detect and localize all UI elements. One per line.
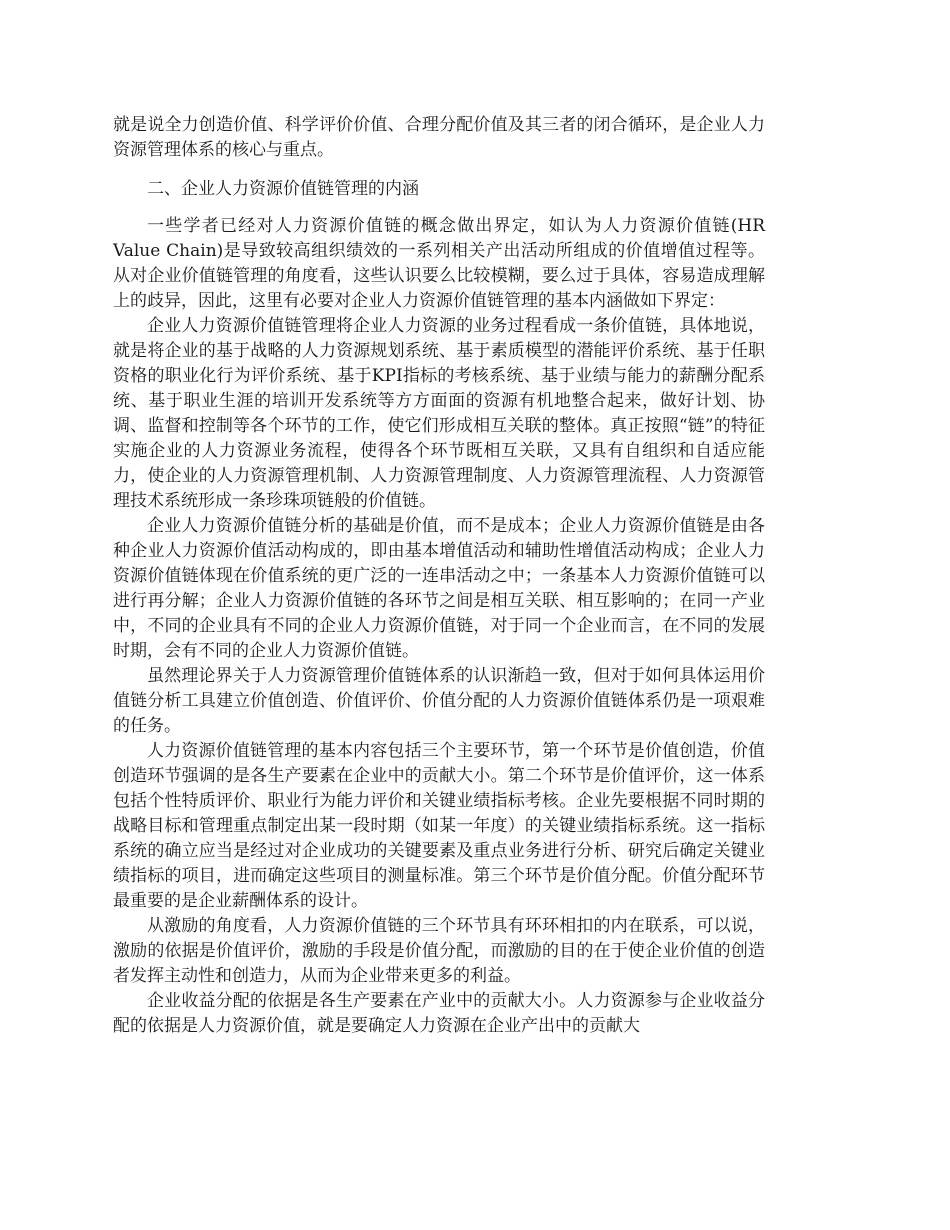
paragraph-income-distribution: 企业收益分配的依据是各生产要素在产业中的贡献大小。人力资源参与企业收益分配的依据是人力资源价值，就是要确定人力资源在企业产出中的贡献大: [113, 991, 765, 1036]
paragraph-value-chain-analysis: 企业人力资源价值链分析的基础是价值，而不是成本；企业人力资源价值链是由各种企业人力资源价值活动构成的，即由基本增值活动和辅助性增值活动构成；企业人力资源价值链体现在价值系统的更广泛的一连串活动之中；一条基本人力资源价值链可以进行再分解；企业人力资源价值链的各环节之间是相互关联、相互影响的；在同一产业中，不同的企业具有不同的企业人力资源价值链，对于同一个企业而言，在不同的发展时期，会有不同的企业人力资源价值链。: [113, 516, 765, 661]
paragraph-value-chain-management: 企业人力资源价值链管理将企业人力资源的业务过程看成一条价值链，具体地说，就是将企业的基于战略的人力资源规划系统、基于素质模型的潜能评价系统、基于任职资格的职业化行为评价系统、基于KPI指标的考核系统、基于业绩与能力的薪酬分配系统、基于职业生涯的培训开发系统等方方面面的资源有机地整合起来，做好计划、协调、监督和控制等各个环节的工作，使它们形成相互关联的整体。真正按照“链”的特征实施企业的人力资源业务流程，使得各个环节既相互关联，又具有自组织和自适应能力，使企业的人力资源管理机制、人力资源管理制度、人力资源管理流程、人力资源管理技术系统形成一条珍珠项链般的价值链。: [113, 316, 765, 511]
paragraph-intro-continuation: 就是说全力创造价值、科学评价价值、合理分配价值及其三者的闭合循环，是企业人力资源管理体系的核心与重点。: [113, 115, 765, 160]
paragraph-incentive: 从激励的角度看，人力资源价值链的三个环节具有环环相扣的内在联系，可以说，激励的依据是价值评价，激励的手段是价值分配，而激励的目的在于使企业价值的创造者发挥主动性和创造力，从而为企业带来更多的利益。: [113, 916, 765, 986]
section-heading: 二、企业人力资源价值链管理的内涵: [147, 179, 419, 199]
paragraph-theory-consensus: 虽然理论界关于人力资源管理价值链体系的认识渐趋一致，但对于如何具体运用价值链分析工具建立价值创造、价值评价、价值分配的人力资源价值链体系仍是一项艰难的任务。: [113, 666, 765, 736]
document-page: [113, 113, 765, 1039]
paragraph-definition: 一些学者已经对人力资源价值链的概念做出界定，如认为人力资源价值链(HR Value Chain)是导致较高组织绩效的一系列相关产出活动所组成的价值增值过程等。从对企业价值链管理的角度看，这些认识要么比较模糊，要么过于具体，容易造成理解上的歧异，因此，这里有必要对企业人力资源价值链管理的基本内涵做如下界定：: [113, 216, 765, 311]
paragraph-three-links: 人力资源价值链管理的基本内容包括三个主要环节，第一个环节是价值创造，价值创造环节强调的是各生产要素在企业中的贡献大小。第二个环节是价值评价，这一体系包括个性特质评价、职业行为能力评价和关键业绩指标考核。企业先要根据不同时期的战略目标和管理重点制定出某一段时期（如某一年度）的关键业绩指标系统。这一指标系统的确立应当是经过对企业成功的关键要素及重点业务进行分析、研究后确定关键业绩指标的项目，进而确定这些项目的测量标准。第三个环节是价值分配。价值分配环节最重要的是企业薪酬体系的设计。: [113, 741, 765, 911]
